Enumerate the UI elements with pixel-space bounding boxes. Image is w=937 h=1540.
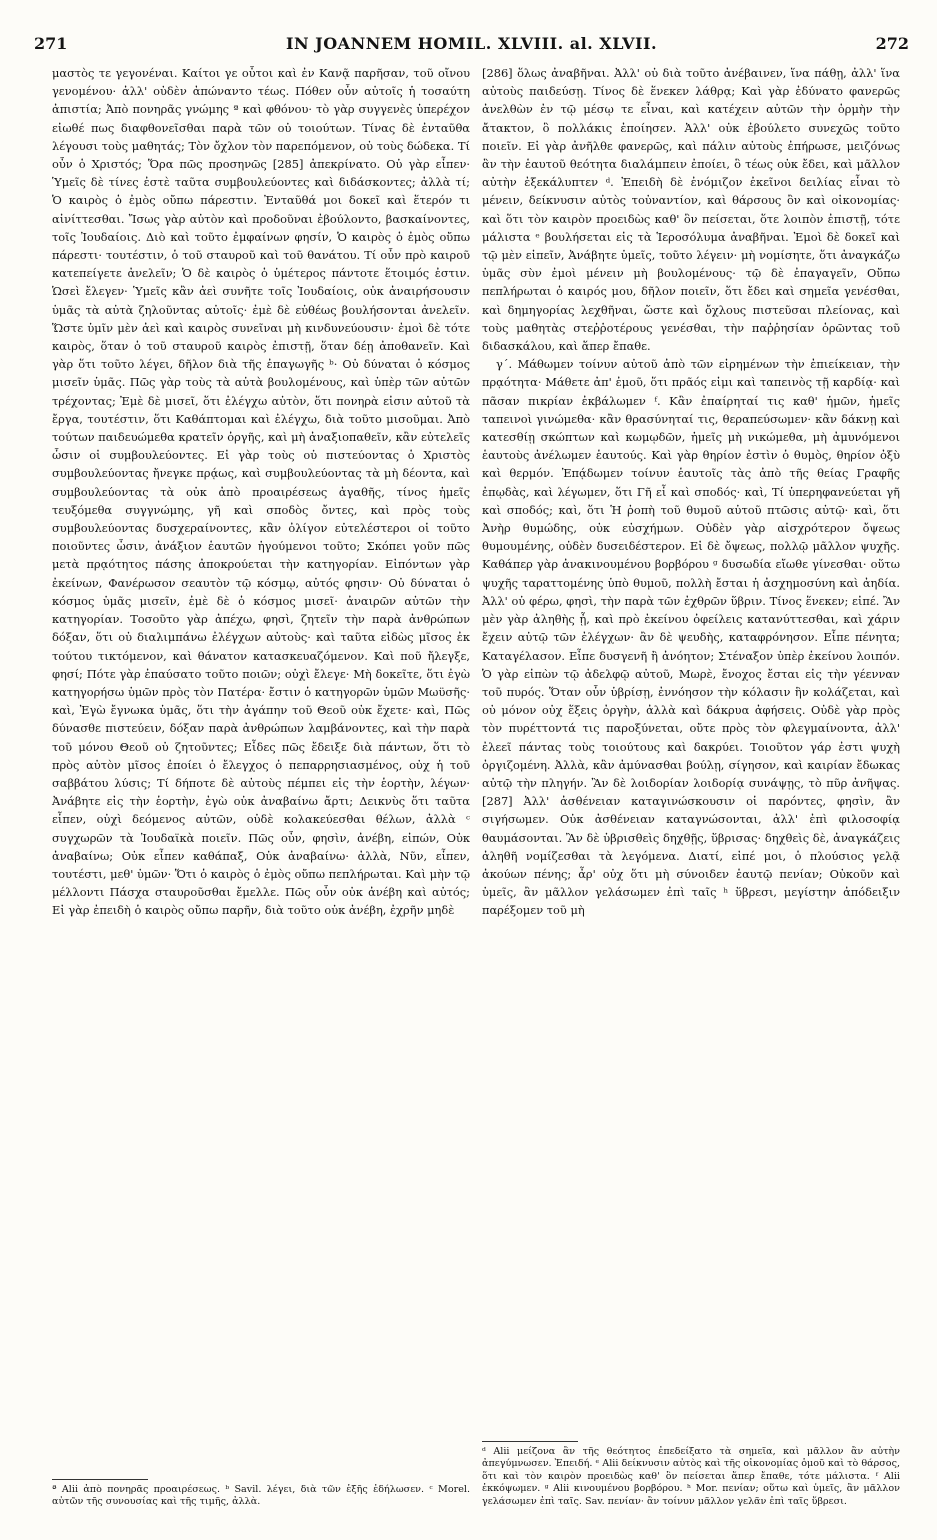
paragraph: μαστὸς τε γεγονέναι. Καίτοι γε οὗτοι καὶ ἐν Κανᾷ παρῆσαν, τοῦ οἴνου γενομένου· ἀλλ' οὐδὲν ἀπώναντο τέως. Πόθεν οὖν αὐτοῖς ἡ τοσαύτη ἀπιστία; Ἀπὸ πονηρᾶς γνώμης ª καὶ φθόνου· τὸ γὰρ συγγενὲς ὑπερέχον εἰωθέ πως διαφθονεῖσθαι παρὰ τῶν οὐ τοιούτων. Τίνας δὲ ἐνταῦθα λέγουσι τοὺς μαθητάς; Τὸν ὄχλον τὸν παρεπόμενον, οὐ τοὺς δώδεκα. Τί οὖν ὁ Χριστός; Ὅρα πῶς προσηνῶς [285] ἀπεκρίνατο. Οὐ γὰρ εἶπεν· Ὑμεῖς δὲ τίνες ἐστὲ ταῦτα συμβουλεύοντες καὶ διδάσκοντες; ἀλλὰ τί; Ὁ καιρὸς ὁ ἐμὸς οὔπω πάρεστιν. Ἐνταῦθά μοι δοκεῖ καὶ ἕτερόν τι αἰνίττεσθαι. Ἴσως γὰρ αὐτὸν καὶ προδοῦναι ἐβούλοντο, βασκαίνοντες, τοῖς Ἰουδαίοις. Διὸ καὶ τοῦτο ἐμφαίνων φησίν, Ὁ καιρὸς ὁ ἐμὸς οὔπω πάρεστι· τουτέστιν, ὁ τοῦ σταυροῦ καὶ τοῦ θανάτου. Τί οὖν πρὸ καιροῦ κατεπείγετε ἀνελεῖν; Ὁ δὲ καιρὸς ὁ ὑμέτερος πάντοτε ἕτοιμός ἐστιν. Ὡσεὶ ἔλεγεν· Ὑμεῖς κἂν ἀεὶ συνῆτε τοῖς Ἰουδαίοις, οὐκ ἀναιρήσουσιν ὑμᾶς τὰ αὐτὰ ζηλοῦντας αὐτοῖς· ἐμὲ δὲ εὐθέως βουλήσονται ἀνελεῖν. Ὥστε ὑμῖν μὲν ἀεὶ καὶ καιρὸς συνεῖναι μὴ κινδυνεύουσιν· ἐμοὶ δὲ τότε καιρὸς, ὅταν ὁ τοῦ σταυροῦ καιρὸς ἐπιστῇ, ὅταν δέῃ ἀποθανεῖν. Καὶ γὰρ ὅτι τοῦτο λέγει, δῆλον διὰ τῆς ἐπαγωγῆς ᵇ· Οὐ δύναται ὁ κόσμος μισεῖν ὑμᾶς. Πῶς γὰρ τοὺς τὰ αὐτὰ βουλομένους, καὶ ὑπὲρ τῶν αὐτῶν τρέχοντας; Ἐμὲ δὲ μισεῖ, ὅτι ἐλέγχω αὐτὸν, ὅτι πονηρὰ εἰσιν αὐτοῦ τὰ ἔργα, τουτέστιν, ὅτι Καθάπτομαι καὶ ἐλέγχω, διὰ τοῦτο μισοῦμαι. Ἀπὸ τούτων παιδευώμεθα κρατεῖν ὀργῆς, καὶ μὴ ἀναξιοπαθεῖν, κἂν εὐτελεῖς ὦσιν οἱ συμβουλεύοντες. Εἰ γὰρ τοὺς οὐ πιστεύοντας ὁ Χριστὸς συμβουλεύοντας ἤνεγκε πρᾴως, καὶ συμβουλεύοντας τὰ μὴ δέοντα, καὶ συμβουλεύοντας τὰ οὐκ ἀπὸ προαιρέσεως ἀγαθῆς, τίνος ἡμεῖς τευξόμεθα συγγνώμης, γῆ καὶ σποδὸς ὄντες, καὶ πρὸς τοὺς συμβουλεύοντας δυσχεραίνοντες, κἂν ὀλίγον εὐτελέστεροι οἱ τοῦτο ποιοῦντες ὦσιν, ἀνάξιον ἑαυτῶν ἡγούμενοι τοῦτο; Σκόπει γοῦν πῶς μετὰ πρᾳότητος πάσης ἀποκρούεται τὴν κατηγορίαν. Εἰπόντων γὰρ ἐκείνων, Φανέρωσον σεαυτὸν τῷ κόσμῳ, αὐτός φησιν· Οὐ δύναται ὁ κόσμος ὑμᾶς μισεῖν, ἐμὲ δὲ ὁ κόσμος μισεῖ· ἀναιρῶν αὐτῶν τὴν κατηγορίαν. Τοσοῦτο γὰρ ἀπέχω, φησὶ, ζητεῖν τὴν παρὰ ἀνθρώπων δόξαν, ὅτι οὐ διαλιμπάνω ἐλέγχων αὐτοὺς· καὶ ταῦτα εἰδὼς μῖσος ἐκ τούτου τικτόμενον, καὶ θάνατον κατασκευαζόμενον. Καὶ ποῦ ἤλεγξε, φησί; Πότε γὰρ ἐπαύσατο τοῦτο ποιῶν; οὐχὶ ἔλεγε· Μὴ δοκεῖτε, ὅτι ἐγὼ κατηγορήσω ὑμῶν πρὸς τὸν Πατέρα· ἔστιν ὁ κατηγορῶν ὑμῶν Μωϋσῆς· καὶ, Ἐγὼ ἔγνωκα ὑμᾶς, ὅτι τὴν ἀγάπην τοῦ Θεοῦ οὐκ ἔχετε· καὶ, Πῶς δύνασθε πιστεύειν, δόξαν παρὰ ἀνθρώπων λαμβάνοντες, καὶ τὴν παρὰ τοῦ μόνου Θεοῦ οὐ ζητοῦντες; Εἶδες πῶς ἔδειξε διὰ πάντων, ὅτι τὸ πρὸς αὐτὸν μῖσος ἐποίει ὁ ἔλεγχος ὁ πεπαρρησιασμένος, οὐχ ἡ τοῦ σαββάτου λύσις; Τί δήποτε δὲ αὐτοὺς πέμπει εἰς τὴν ἑορτὴν, λέγων· Ἀνάβητε εἰς τὴν ἑορτὴν, ἐγὼ οὐκ ἀναβαίνω ἄρτι; Δεικνὺς ὅτι ταῦτα εἶπεν, οὐχὶ δεόμενος αὐτῶν, οὐδὲ κολακεύεσθαι θέλων, ἀλλὰ ᶜ συγχωρῶν τὰ Ἰουδαϊκὰ ποιεῖν. Πῶς οὖν, φησὶν, ἀνέβη, εἰπών, Οὐκ ἀναβαίνω; Οὐκ εἶπεν καθάπαξ, Οὐκ ἀναβαίνω· ἀλλὰ, Νῦν, εἶπεν, τουτέστι, μεθ' ὑμῶν· Ὅτι ὁ καιρὸς ὁ ἐμὸς οὔπω πεπλήρωται. Καὶ μὴν τῷ μέλλοντι Πάσχα σταυροῦσθαι ἔμελλε. Πῶς οὖν οὐκ ἀνέβη καὶ αὐτός; Εἰ γὰρ ἐπειδὴ ὁ καιρὸς οὔπω παρῆν, διὰ τοῦτο οὐκ ἀνέβη, ἐχρῆν μηδὲ	[52, 66, 470, 918]
paragraph: γ΄. Μάθωμεν τοίνυν αὐτοῦ ἀπὸ τῶν εἰρημένων τὴν ἐπιείκειαν, τὴν πρᾳότητα· Μάθετε ἀπ' ἐμοῦ, ὅτι πρᾶός εἰμι καὶ ταπεινὸς τῇ καρδίᾳ· καὶ πᾶσαν πικρίαν ἐκβάλωμεν ᶠ. Κἂν ἐπαίρηταί τις καθ' ἡμῶν, ἡμεῖς ταπεινοὶ γινώμεθα· κἂν θρασύνηταί τις, θεραπεύσωμεν· κἂν δάκνῃ καὶ κατεσθίῃ σκώπτων καὶ κωμῳδῶν, ἡμεῖς μὴ νικώμεθα, μὴ ἀμυνόμενοι ἑαυτοὺς ἀνέλωμεν ἑαυτούς. Καὶ γὰρ θηρίον ἐστὶν ὁ θυμὸς, θηρίον ὀξὺ καὶ θερμόν. Ἐπᾴδωμεν τοίνυν ἑαυτοῖς τὰς ἀπὸ τῆς θείας Γραφῆς ἐπῳδὰς, καὶ λέγωμεν, ὅτι Γῆ εἶ καὶ σποδός· καὶ, Τί ὑπερηφανεύεται γῆ καὶ σποδός; καὶ, ὅτι Ἡ ῥοπὴ τοῦ θυμοῦ αὐτοῦ πτῶσις αὐτῷ· καὶ, ὅτι Ἀνὴρ θυμώδης, οὐκ εὐσχήμων. Οὐδὲν γὰρ αἰσχρότερον ὄψεως θυμουμένης, οὐδὲν δυσειδέστερον. Εἰ δὲ ὄψεως, πολλῷ μᾶλλον ψυχῆς. Καθάπερ γὰρ ἀνακινουμένου βορβόρου ᵍ δυσωδία εἴωθε γίνεσθαι· οὕτω ψυχῆς ταραττομένης ὑπὸ θυμοῦ, πολλὴ ἔσται ἡ ἀσχημοσύνη καὶ ἀηδία. Ἀλλ' οὐ φέρω, φησὶ, τὴν παρὰ τῶν ἐχθρῶν ὕβριν. Τίνος ἕνεκεν; εἰπέ. Ἂν μὲν γὰρ ἀληθὴς ᾖ, καὶ πρὸ ἐκείνου ὀφείλεις κατανύττεσθαι, καὶ χάριν ἔχειν αὐτῷ τῶν ἐλέγχων· ἂν δὲ ψευδὴς, καταφρόνησον. Εἶπε πένητα; Καταγέλασον. Εἶπε δυσγενῆ ἢ ἀνόητον; Στέναξον ὑπὲρ ἐκείνου λοιπόν. Ὁ γὰρ εἰπὼν τῷ ἀδελφῷ αὐτοῦ, Μωρὲ, ἔνοχος ἔσται εἰς τὴν γέενναν τοῦ πυρός. Ὅταν οὖν ὑβρίσῃ, ἐννόησον τὴν κόλασιν ἣν κολάζεται, καὶ οὐ μόνον οὐχ ἕξεις ὀργὴν, ἀλλὰ καὶ δάκρυα ἀφήσεις. Οὐδὲ γὰρ πρὸς τὸν πυρέττοντά τις παροξύνεται, οὔτε πρὸς τὸν φλεγμαίνοντα, ἀλλ' ἐλεεῖ πάντας τοὺς τοιούτους καὶ δακρύει. Τοιοῦτον γάρ ἐστι ψυχὴ ὀργιζομένη. Ἀλλὰ, κἂν ἀμύνασθαι βούλῃ, σίγησον, καὶ καιρίαν ἔδωκας αὐτῷ τὴν πληγήν. Ἂν δὲ λοιδορίαν λοιδορίᾳ συνάψῃς, τὸ πῦρ ἀνῆψας. [287] Ἀλλ' ἀσθένειαν καταγινώσκουσιν οἱ παρόντες, φησὶν, ἂν σιγήσωμεν. Οὐκ ἀσθένειαν καταγνώσονται, ἀλλ' ἐπὶ φιλοσοφίᾳ θαυμάσονται. Ἂν δὲ ὑβρισθεὶς δηχθῇς, ὕβρισας· δηχθεὶς δὲ, ἀναγκάζεις ἀληθῆ νομίζεσθαι τὰ λεγόμενα. Διατί, εἰπέ μοι, ὁ πλούσιος γελᾷ ἀκούων πένης; ἆρ' οὐχ ὅτι μὴ σύνοιδεν ἑαυτῷ πενίαν; Οὐκοῦν καὶ ὑμεῖς, ἂν μᾶλλον γελάσωμεν ἐπὶ ταῖς ʰ ὕβρεσι, μεγίστην ἀπόδειξιν παρέξομεν τοῦ μὴ	[482, 357, 900, 918]
page-number-left: 271	[34, 34, 68, 53]
footnote-rule-right	[482, 1441, 578, 1442]
paragraph: [286] ὅλως ἀναβῆναι. Ἀλλ' οὐ διὰ τοῦτο ἀνέβαινεν, ἵνα πάθῃ, ἀλλ' ἵνα αὐτοὺς παιδεύσῃ. Τίνος δὲ ἕνεκεν λάθρᾳ; Καὶ γὰρ ἐδύνατο φανερῶς ἀνελθὼν ἐν τῷ μέσῳ τε εἶναι, καὶ κατέχειν αὐτῶν τὴν ὁρμὴν τὴν ἄτακτον, ὃ πολλάκις ἐποίησεν. Ἀλλ' οὐκ ἐβούλετο συνεχῶς τοῦτο ποιεῖν. Εἰ γὰρ ἀνῆλθε φανερῶς, καὶ πάλιν αὐτοὺς ἐπήρωσε, μειζόνως ἂν τὴν ἑαυτοῦ θεότητα διαλάμπειν ἐποίει, ὃ τέως οὐκ ἔδει, καὶ μᾶλλον αὐτὴν ἐξεκάλυπτεν ᵈ. Ἐπειδὴ δὲ ἐνόμιζον ἐκεῖνοι δειλίας εἶναι τὸ μένειν, δείκνυσιν αὐτὸς τοὐναντίον, καὶ θάρσους ὂν καὶ οἰκονομίας· καὶ ὅτι τὸν καιρὸν προειδὼς καθ' ὃν πείσεται, ὅτε λοιπὸν ἐπιστῇ, τότε μάλιστα ᵉ βουλήσεται εἰς τὰ Ἱεροσόλυμα ἀναβῆναι. Ἐμοὶ δὲ δοκεῖ καὶ τῷ μὲν εἰπεῖν, Ἀνάβητε ὑμεῖς, τοῦτο λέγειν· μὴ νομίσητε, ὅτι ἀναγκάζω ὑμᾶς σὺν ἐμοὶ μένειν μὴ βουλομένους· τῷ δὲ ἐπαγαγεῖν, Οὔπω πεπλήρωται ὁ καιρός μου, δῆλον ποιεῖν, ὅτι ἔδει καὶ σημεῖα γενέσθαι, καὶ δημηγορίας λεχθῆναι, ὥστε καὶ ὄχλους πιστεῦσαι πλείονας, καὶ τοὺς μαθητὰς στεῤῥοτέρους γενέσθαι, τὴν παῤῥησίαν ὁρῶντας τοῦ διδασκάλου, καὶ ἅπερ ἔπαθε.	[482, 66, 900, 354]
page-header	[34, 34, 909, 56]
footnote-rule-left	[52, 1479, 148, 1480]
running-title: IN JOANNEM HOMIL. XLVIII. al. XLVII.	[285, 34, 658, 53]
left-column	[52, 64, 470, 920]
footnotes-right	[482, 1446, 900, 1508]
page-number-right: 272	[875, 34, 909, 53]
footnotes-left	[52, 1484, 470, 1509]
footnote: ª Alii ἀπὸ πονηρᾶς προαιρέσεως. ᵇ Savil. λέγει, διὰ τῶν ἑξῆς ἐδήλωσεν. ᶜ Morel. αὐτῶν τῆς συνουσίας καὶ τῆς τιμῆς, ἀλλὰ.	[52, 1484, 470, 1508]
footnote: ᵈ Alii μείζονα ἂν τῆς θεότητος ἐπεδείξατο τὰ σημεῖα, καὶ μᾶλλον ἂν αὐτὴν ἀπεγύμνωσεν. Ἐπειδή. ᵉ Alii δείκνυσιν αὐτὸς καὶ τῆς οἰκονομίας ὁμοῦ καὶ τὸ θάρσος, ὅτι καὶ τὸν καιρὸν προειδὼς καθ' ὃν πείσεται ἅπερ ἔπαθε, τότε μάλιστα. ᶠ Alii ἐκκόψωμεν. ᵍ Alii κινουμένου βορβόρου. ʰ Mor. πενίαν; οὕτω καὶ ὑμεῖς, ἂν μᾶλλον γελάσωμεν ἐπὶ ταῖς. Sav. πενίαν· ἂν τοίνυν μᾶλλον γελᾶν ἐπὶ ταῖς ὕβρεσι.	[482, 1446, 900, 1507]
right-column	[482, 64, 900, 920]
